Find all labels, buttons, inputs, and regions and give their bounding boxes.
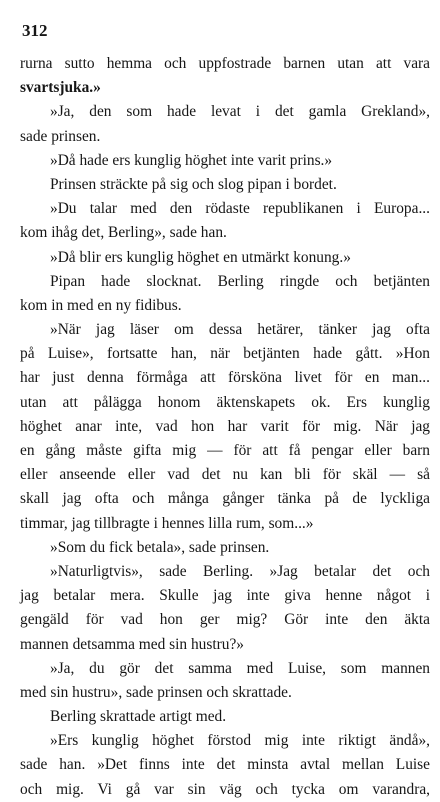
text-line: »Ers kunglig höghet förstod mig inte riktigt ändå», bbox=[50, 732, 430, 750]
page-number: 312 bbox=[22, 21, 48, 40]
text-line: Prinsen sträckte på sig och slog pipan i bordet. bbox=[50, 175, 337, 193]
body-text bbox=[20, 52, 430, 802]
text-line: mannen detsamma med sin hustru?» bbox=[20, 635, 244, 653]
text-line: »Naturligtvis», sade Berling. »Jag betalar det och bbox=[50, 562, 430, 580]
text-line: har just denna förmåga att försköna livet för en man... bbox=[20, 369, 430, 387]
text-line: »Då blir ers kunglig höghet en utmärkt konung.» bbox=[50, 248, 351, 266]
text-line: höghet anar inte, vad hon har varit för mig. När jag bbox=[20, 417, 430, 435]
text-line: skall jag ofta och många gånger tänka på de lyckliga bbox=[20, 490, 430, 508]
text-line: »Som du fick betala», sade prinsen. bbox=[50, 538, 270, 556]
text-line: eller anseende eller vad det nu kan bli för skäl — så bbox=[20, 466, 430, 484]
text-line: »Ja, den som hade levat i det gamla Grekland», bbox=[50, 103, 430, 121]
text-line: kom ihåg det, Berling», sade han. bbox=[20, 224, 227, 242]
text-line: Berling skrattade artigt med. bbox=[50, 708, 227, 726]
text-line: »När jag läser om dessa hetärer, tänker jag ofta bbox=[50, 321, 430, 339]
text-line: med sin hustru», sade prinsen och skrattade. bbox=[20, 683, 292, 701]
text-line: en gång måste gifta mig — för att få pengar eller barn bbox=[20, 442, 430, 459]
text-line: rurna sutto hemma och uppfostrade barnen utan att vara bbox=[20, 55, 430, 72]
text-line: gengäld för vad hon ger mig? Gör inte den äkta bbox=[20, 611, 430, 629]
text-line: utan att pålägga honom äktenskapets ok. Ers kunglig bbox=[20, 393, 430, 411]
text-line: »Du talar med den rödaste republikanen i Europa... bbox=[50, 200, 430, 218]
text-line: sade prinsen. bbox=[20, 127, 101, 145]
text-line: timmar, jag tillbragte i hennes lilla rum, som...» bbox=[20, 514, 314, 532]
text-line: »Ja, du gör det samma med Luise, som mannen bbox=[50, 659, 430, 677]
text-line: kom in med en ny fidibus. bbox=[20, 296, 182, 314]
text-line: »Då hade ers kunglig höghet inte varit prins.» bbox=[50, 151, 333, 169]
text-line: jag betalar mera. Skulle jag inte giva henne något i bbox=[20, 587, 430, 605]
text-line: och mig. Vi gå var sin väg och tycka om varandra, bbox=[20, 780, 430, 798]
text-line: på Luise», fortsatte han, när betjänten hade gått. »Hon bbox=[20, 345, 430, 363]
text-line: Pipan hade slocknat. Berling ringde och betjänten bbox=[50, 272, 430, 290]
text-line: svartsjuka.» bbox=[20, 79, 101, 97]
text-line: sade han. »Det finns inte det minsta avtal mellan Luise bbox=[20, 756, 430, 774]
